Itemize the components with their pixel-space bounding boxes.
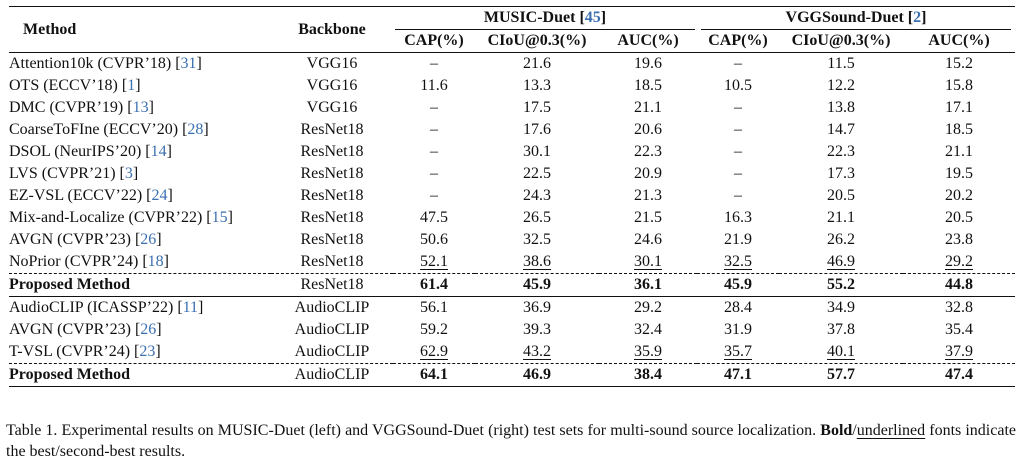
table-row	[9, 207, 1015, 229]
table-row	[9, 185, 1015, 207]
value-cell	[393, 364, 475, 387]
table-row	[9, 119, 1015, 141]
value-cell	[393, 297, 475, 320]
value-cell	[475, 141, 599, 163]
value-cell	[475, 97, 599, 119]
table-row	[9, 251, 1015, 274]
citation-link[interactable]: 26	[140, 231, 157, 248]
subheader-1: CIoU@0.3(%)	[487, 32, 587, 49]
value-text: 26.2	[827, 231, 855, 248]
value-text: 32.5	[724, 253, 752, 270]
value-cell	[393, 185, 475, 207]
value-cell	[697, 163, 779, 185]
music-duet-ref[interactable]: 45	[584, 9, 601, 26]
value-text: 31.9	[724, 321, 752, 338]
backbone-header: Backbone	[298, 20, 366, 38]
value-text: 46.9	[523, 366, 551, 383]
value-text: 40.1	[827, 343, 855, 360]
proposed-method-row	[9, 364, 1015, 387]
value-cell	[599, 141, 697, 163]
backbone-cell: ResNet18	[300, 253, 364, 270]
backbone-cell: AudioCLIP	[271, 297, 393, 320]
value-text: 32.5	[523, 231, 551, 248]
method-cell	[9, 364, 271, 387]
value-text: –	[430, 121, 438, 138]
method-cell: DMC (CVPR’19) [13]	[9, 99, 154, 116]
caption-bold-word: Bold	[820, 422, 853, 439]
subheader-3: CAP(%)	[708, 32, 768, 49]
value-cell	[697, 319, 779, 341]
method-cell: AudioCLIP (ICASSP’22) [11]	[9, 297, 271, 320]
method-name: AVGN (CVPR’23)	[9, 321, 131, 338]
value-cell	[779, 163, 903, 185]
backbone-cell: ResNet18	[300, 209, 364, 226]
value-text: 38.6	[523, 253, 551, 270]
value-cell	[475, 274, 599, 297]
value-cell	[475, 297, 599, 320]
method-cell: AVGN (CVPR’23) [26]	[9, 231, 162, 248]
value-cell	[475, 319, 599, 341]
value-text: 22.3	[827, 143, 855, 160]
value-text: 52.1	[420, 253, 448, 270]
value-text: 20.5	[945, 209, 973, 226]
value-cell	[475, 75, 599, 97]
method-cell: T-VSL (CVPR’24) [23]	[9, 343, 161, 360]
backbone-cell: ResNet18	[300, 165, 364, 182]
table-row	[9, 53, 1015, 76]
value-cell	[779, 297, 903, 320]
value-cell	[779, 229, 903, 251]
value-text: 21.9	[724, 231, 752, 248]
value-text: 47.4	[945, 366, 973, 383]
value-cell	[779, 141, 903, 163]
value-text: 20.2	[945, 187, 973, 204]
backbone-cell: ResNet18	[300, 187, 364, 204]
value-text: 11.5	[827, 55, 855, 72]
subheader-5: AUC(%)	[928, 32, 990, 49]
value-text: –	[430, 99, 438, 116]
value-cell	[475, 185, 599, 207]
value-text: 39.3	[523, 321, 551, 338]
method-name: AVGN (CVPR’23)	[9, 231, 131, 248]
value-cell	[599, 75, 697, 97]
value-cell	[697, 364, 779, 387]
value-cell	[475, 119, 599, 141]
value-cell	[779, 53, 903, 76]
backbone-cell: VGG16	[306, 77, 358, 94]
value-text: 30.1	[523, 143, 551, 160]
value-text: 28.4	[724, 299, 752, 316]
value-cell	[697, 207, 779, 229]
subheader-4: CIoU@0.3(%)	[791, 32, 891, 49]
value-text: 64.1	[420, 366, 448, 383]
value-text: 56.1	[420, 299, 448, 316]
value-cell	[903, 229, 1015, 251]
value-text: 22.3	[634, 143, 662, 160]
value-cell	[697, 53, 779, 76]
citation-link[interactable]: 28	[187, 121, 204, 138]
value-text: 21.3	[634, 187, 662, 204]
method-name: NoPrior (CVPR’24)	[9, 253, 139, 270]
value-text: –	[430, 55, 438, 72]
value-text: 44.8	[945, 276, 973, 293]
caption-underlined-word: underlined	[856, 422, 926, 439]
value-text: 36.1	[634, 276, 662, 293]
value-text: 35.7	[724, 343, 752, 360]
method-name: Attention10k (CVPR’18)	[9, 55, 172, 72]
value-cell	[393, 207, 475, 229]
value-cell	[779, 319, 903, 341]
method-cell: LVS (CVPR’21) [3]	[9, 165, 139, 182]
backbone-cell: AudioCLIP	[271, 364, 393, 387]
citation-link[interactable]: 1	[127, 77, 136, 94]
value-text: 36.9	[523, 299, 551, 316]
caption-suffix: fonts indicate the best/second-best results.	[6, 422, 1016, 460]
value-cell	[903, 53, 1015, 76]
value-text: 18.5	[945, 121, 973, 138]
value-cell	[475, 163, 599, 185]
value-cell	[903, 141, 1015, 163]
value-cell	[903, 319, 1015, 341]
value-text: 11.6	[420, 77, 448, 94]
value-cell	[393, 119, 475, 141]
value-cell	[903, 185, 1015, 207]
vggsound-duet-name: VGGSound-Duet	[785, 9, 904, 26]
value-text: 38.4	[634, 366, 662, 383]
value-cell	[475, 229, 599, 251]
backbone-cell: VGG16	[306, 99, 358, 116]
vggsound-duet-ref[interactable]: 2	[913, 9, 922, 26]
value-text: 19.5	[945, 165, 973, 182]
value-text: 21.1	[827, 209, 855, 226]
music-duet-header: MUSIC-Duet [45]	[393, 7, 697, 31]
backbone-cell: ResNet18	[300, 121, 364, 138]
value-cell	[599, 297, 697, 320]
value-cell	[903, 364, 1015, 387]
value-cell	[475, 53, 599, 76]
backbone-cell: ResNet18	[300, 231, 364, 248]
proposed-method-row	[9, 274, 1015, 297]
method-cell: Attention10k (CVPR’18) [31]	[9, 53, 271, 76]
value-cell	[475, 364, 599, 387]
method-name: OTS (ECCV’18)	[9, 77, 118, 94]
method-name: EZ-VSL (ECCV’22)	[9, 187, 143, 204]
value-text: 29.2	[945, 253, 973, 270]
method-cell: AVGN (CVPR’23) [26]	[9, 321, 162, 338]
value-text: 43.2	[523, 343, 551, 360]
value-cell	[697, 251, 779, 274]
value-text: 20.6	[634, 121, 662, 138]
value-text: –	[430, 143, 438, 160]
value-cell	[779, 341, 903, 364]
value-text: 13.8	[827, 99, 855, 116]
value-cell	[697, 75, 779, 97]
value-text: 26.5	[523, 209, 551, 226]
value-text: 17.5	[523, 99, 551, 116]
value-cell	[697, 97, 779, 119]
value-text: 47.5	[420, 209, 448, 226]
value-text: –	[734, 187, 742, 204]
method-cell	[9, 274, 271, 297]
value-cell	[599, 53, 697, 76]
value-text: 15.2	[945, 55, 973, 72]
value-text: 14.7	[827, 121, 855, 138]
value-cell	[779, 185, 903, 207]
table-row	[9, 297, 1015, 320]
citation-link[interactable]: 14	[150, 143, 167, 160]
value-cell	[599, 251, 697, 274]
citation-link[interactable]: 31	[180, 55, 197, 72]
value-text: 19.6	[634, 55, 662, 72]
value-text: 45.9	[724, 276, 752, 293]
value-text: 17.1	[945, 99, 973, 116]
value-text: 12.2	[827, 77, 855, 94]
value-cell	[779, 207, 903, 229]
method-cell: EZ-VSL (ECCV’22) [24]	[9, 187, 173, 204]
value-text: –	[734, 55, 742, 72]
value-cell	[779, 119, 903, 141]
table-row	[9, 163, 1015, 185]
value-cell	[779, 251, 903, 274]
value-text: 46.9	[827, 253, 855, 270]
value-text: 20.5	[827, 187, 855, 204]
citation-link[interactable]: 26	[140, 321, 157, 338]
value-cell	[697, 341, 779, 364]
value-text: 17.3	[827, 165, 855, 182]
table-row	[9, 229, 1015, 251]
value-cell	[903, 251, 1015, 274]
value-text: 35.4	[945, 321, 973, 338]
citation-link[interactable]: 18	[147, 253, 164, 270]
value-cell	[393, 75, 475, 97]
citation-link[interactable]: 24	[151, 187, 168, 204]
value-cell	[393, 319, 475, 341]
value-text: 62.9	[420, 343, 448, 360]
citation-link[interactable]: 3	[124, 165, 133, 182]
value-text: –	[430, 187, 438, 204]
value-text: 21.6	[523, 55, 551, 72]
citation-link[interactable]: 11	[182, 299, 199, 316]
value-text: 20.9	[634, 165, 662, 182]
value-cell	[393, 341, 475, 364]
music-duet-name: MUSIC-Duet	[483, 9, 576, 26]
value-text: 61.4	[420, 276, 448, 293]
backbone-cell: VGG16	[271, 53, 393, 76]
table-body	[9, 53, 1015, 387]
value-cell	[599, 163, 697, 185]
backbone-cell: AudioCLIP	[294, 343, 370, 360]
value-cell	[903, 75, 1015, 97]
method-cell: CoarseToFIne (ECCV’20) [28]	[9, 121, 209, 138]
citation-link[interactable]: 23	[139, 343, 156, 360]
value-cell	[697, 119, 779, 141]
value-text: 59.2	[420, 321, 448, 338]
value-cell	[697, 297, 779, 320]
method-name: Mix-and-Localize (CVPR’22)	[9, 209, 203, 226]
value-cell	[475, 341, 599, 364]
method-cell: DSOL (NeurIPS’20) [14]	[9, 143, 172, 160]
backbone-cell: ResNet18	[271, 274, 393, 297]
value-text: 32.4	[634, 321, 662, 338]
method-cell: Mix-and-Localize (CVPR’22) [15]	[9, 209, 233, 226]
value-text: 13.3	[523, 77, 551, 94]
value-cell	[903, 119, 1015, 141]
value-cell	[393, 229, 475, 251]
value-text: 17.6	[523, 121, 551, 138]
subheader-0: CAP(%)	[404, 32, 464, 49]
value-text: 21.1	[945, 143, 973, 160]
table-row	[9, 75, 1015, 97]
value-text: 32.8	[945, 299, 973, 316]
value-text: 21.1	[634, 99, 662, 116]
value-text: 55.2	[827, 276, 855, 293]
table-caption	[6, 420, 1016, 462]
value-cell	[393, 53, 475, 76]
backbone-cell: ResNet18	[300, 143, 364, 160]
table-row	[9, 141, 1015, 163]
value-text: 16.3	[724, 209, 752, 226]
value-text: 34.9	[827, 299, 855, 316]
value-cell	[393, 163, 475, 185]
value-cell	[599, 319, 697, 341]
value-cell	[393, 97, 475, 119]
value-text: 23.8	[945, 231, 973, 248]
value-text: –	[430, 165, 438, 182]
value-text: 15.8	[945, 77, 973, 94]
value-cell	[393, 141, 475, 163]
value-cell	[697, 141, 779, 163]
value-text: 21.5	[634, 209, 662, 226]
value-text: 30.1	[634, 253, 662, 270]
value-text: 47.1	[724, 366, 752, 383]
value-cell	[599, 274, 697, 297]
table-header	[9, 7, 1015, 53]
value-cell	[779, 97, 903, 119]
value-cell	[599, 229, 697, 251]
method-name: AudioCLIP (ICASSP’22)	[9, 299, 174, 316]
method-name: DMC (CVPR’19)	[9, 99, 124, 116]
table-row	[9, 319, 1015, 341]
value-cell	[903, 163, 1015, 185]
value-text: 10.5	[724, 77, 752, 94]
method-header: Method	[23, 20, 77, 38]
backbone-cell: AudioCLIP	[294, 321, 370, 338]
value-cell	[903, 97, 1015, 119]
value-cell	[599, 207, 697, 229]
value-cell	[599, 119, 697, 141]
value-text: 29.2	[634, 299, 662, 316]
citation-link[interactable]: 13	[132, 99, 149, 116]
method-name: T-VSL (CVPR’24)	[9, 343, 131, 360]
method-name: CoarseToFIne (ECCV’20)	[9, 121, 179, 138]
method-cell: OTS (ECCV’18) [1]	[9, 77, 141, 94]
caption-slash: /	[852, 422, 857, 439]
value-text: 24.3	[523, 187, 551, 204]
value-text: 22.5	[523, 165, 551, 182]
value-text: –	[734, 121, 742, 138]
value-text: 57.7	[827, 366, 855, 383]
value-text: 50.6	[420, 231, 448, 248]
value-cell	[779, 274, 903, 297]
table-row	[9, 97, 1015, 119]
value-cell	[697, 229, 779, 251]
method-name: DSOL (NeurIPS’20)	[9, 143, 142, 160]
value-text: 37.9	[945, 343, 973, 360]
value-cell	[903, 274, 1015, 297]
method-name: Proposed Method	[9, 366, 131, 383]
caption-prefix: Table 1. Experimental results on MUSIC-Duet (left) and VGGSound-Duet (right) test sets for multi-sound source localization.	[6, 422, 817, 439]
table-row	[9, 341, 1015, 364]
value-text: 37.8	[827, 321, 855, 338]
value-cell	[599, 185, 697, 207]
value-cell	[599, 364, 697, 387]
value-text: 35.9	[634, 343, 662, 360]
value-cell	[779, 364, 903, 387]
value-cell	[779, 75, 903, 97]
method-name: LVS (CVPR’21)	[9, 165, 116, 182]
value-cell	[599, 97, 697, 119]
results-table	[9, 6, 1015, 387]
subheader-2: AUC(%)	[617, 32, 679, 49]
value-cell	[393, 251, 475, 274]
method-name: Proposed Method	[9, 276, 131, 293]
citation-link[interactable]: 15	[211, 209, 228, 226]
value-cell	[903, 207, 1015, 229]
value-text: –	[734, 99, 742, 116]
value-cell	[903, 297, 1015, 320]
value-cell	[697, 274, 779, 297]
value-cell	[599, 341, 697, 364]
value-cell	[475, 207, 599, 229]
value-text: –	[734, 165, 742, 182]
value-text: 18.5	[634, 77, 662, 94]
value-text: 24.6	[634, 231, 662, 248]
method-cell: NoPrior (CVPR’24) [18]	[9, 253, 169, 270]
value-text: 45.9	[523, 276, 551, 293]
value-cell	[475, 251, 599, 274]
value-text: –	[734, 143, 742, 160]
vggsound-duet-header: VGGSound-Duet [2]	[697, 7, 1015, 31]
value-cell	[393, 274, 475, 297]
value-cell	[697, 185, 779, 207]
value-cell	[903, 341, 1015, 364]
